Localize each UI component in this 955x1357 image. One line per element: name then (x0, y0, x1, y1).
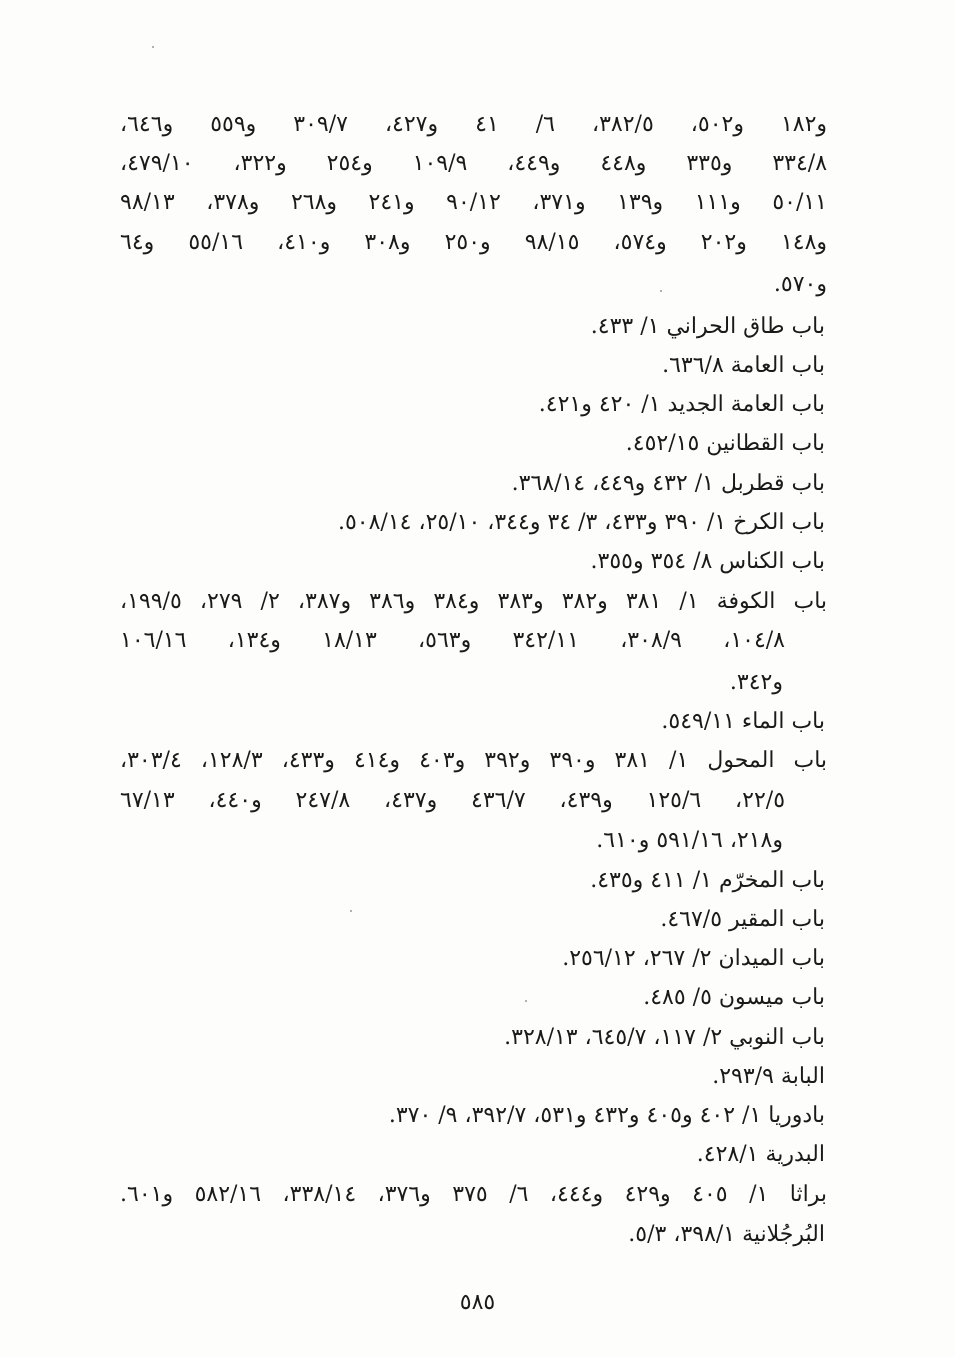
index-entry: البدرية ٤٢٨/١. (696, 1142, 825, 1167)
scan-speck (350, 910, 352, 912)
index-entry: باب القطانين ٤٥٢/١٥. (625, 431, 825, 456)
index-entry: باب ميسون ٥/ ٤٨٥. (643, 985, 825, 1010)
index-entry: باب الكرخ ١/ ٣٩٠ و٤٣٣، ٣/ ٣٤ و٣٤٤، ٢٥/١٠، ٥٠٨/١٤. (337, 510, 825, 535)
scan-speck (660, 290, 662, 292)
index-entry: البُرجُلانية ٣٩٨/١، ٥/٣. (628, 1222, 825, 1247)
index-line: و٥٧٠. (773, 272, 827, 297)
index-line: ٥٠/١١ و١١١ و١٣٩ و٣٧١، ٩٠/١٢ و٢٤١ و٢٦٨ و٣٧٨، ٩٨/١٣ (120, 190, 827, 215)
page-number: ٥٨٥ (459, 1290, 496, 1315)
index-line: و٣٤٢. (729, 670, 783, 695)
index-entry: باب المقير ٤٦٧/٥. (660, 907, 825, 932)
index-entry: بادوريا ١/ ٤٠٢ و٤٠٥ و٤٣٢ و٥٣١، ٣٩٢/٧، ٩/ ٣٧٠. (388, 1103, 825, 1128)
index-line: و١٤٨ و٢٠٢ و٥٧٤، ٩٨/١٥ و٢٥٠ و٣٠٨ و٤١٠، ٥٥/١٦ و٦٤ (120, 230, 828, 255)
index-entry: باب العامة ٦٣٦/٨. (662, 353, 825, 378)
index-line: و٢١٨، ٥٩١/١٦ و٦١٠. (596, 828, 783, 853)
scan-speck (525, 1000, 527, 1002)
index-entry: باب الميدان ٢/ ٢٦٧، ٢٥٦/١٢. (562, 946, 825, 971)
index-entry: باب الكوفة ١/ ٣٨١ و٣٨٢ و٣٨٣ و٣٨٤ و٣٨٦ و٣٨٧، ٢/ ٢٧٩، ١٩٩/٥، (120, 589, 828, 614)
index-entry: باب النوبي ٢/ ١١٧، ٦٤٥/٧، ٣٢٨/١٣. (504, 1025, 825, 1050)
index-line: و١٨٢ و٥٠٢، ٣٨٢/٥، ٦/ ٤١ و٤٢٧، ٣٠٩/٧ و٥٥٩ و٦٤٦، (120, 112, 828, 137)
index-entry: البابة ٢٩٣/٩. (712, 1064, 825, 1089)
index-line: ٣٣٤/٨ و٣٣٥ و٤٤٨ و٤٤٩، ١٠٩/٩ و٢٥٤ و٣٢٢، ٤٧٩/١٠، (120, 151, 828, 176)
index-entry: براثا ١/ ٤٠٥ و٤٢٩ و٤٤٤، ٦/ ٣٧٥ و٣٧٦، ٣٣٨/١٤، ٥٨٢/١٦ و٦٠١. (120, 1182, 828, 1207)
index-entry: باب قطربل ١/ ٤٣٢ و٤٤٩، ٣٦٨/١٤. (511, 471, 825, 496)
index-line: ٢٢/٥، ١٢٥/٦ و٤٣٩، ٤٣٦/٧ و٤٣٧، ٢٤٧/٨ و٤٤٠، ٦٧/١٣ (120, 788, 786, 813)
index-entry: باب الماء ٥٤٩/١١. (661, 709, 825, 734)
index-entry: باب العامة الجديد ١/ ٤٢٠ و٤٢١. (538, 392, 825, 417)
index-entry: باب المخرّم ١/ ٤١١ و٤٣٥. (590, 868, 825, 893)
index-line: ١٠٤/٨، ٣٠٨/٩، ٣٤٢/١١ و٥٦٣، ١٨/١٣ و١٣٤، ١٠٦/١٦ (120, 628, 785, 653)
index-entry: باب المحول ١/ ٣٨١ و٣٩٠ و٣٩٢ و٤٠٣ و٤١٤ و٤٣٣، ١٢٨/٣، ٣٠٣/٤، (120, 748, 828, 773)
scan-speck (152, 46, 154, 48)
index-entry: باب طاق الحراني ١/ ٤٣٣. (590, 314, 825, 339)
index-entry: باب الكناس ٨/ ٣٥٤ و٣٥٥. (590, 549, 825, 574)
